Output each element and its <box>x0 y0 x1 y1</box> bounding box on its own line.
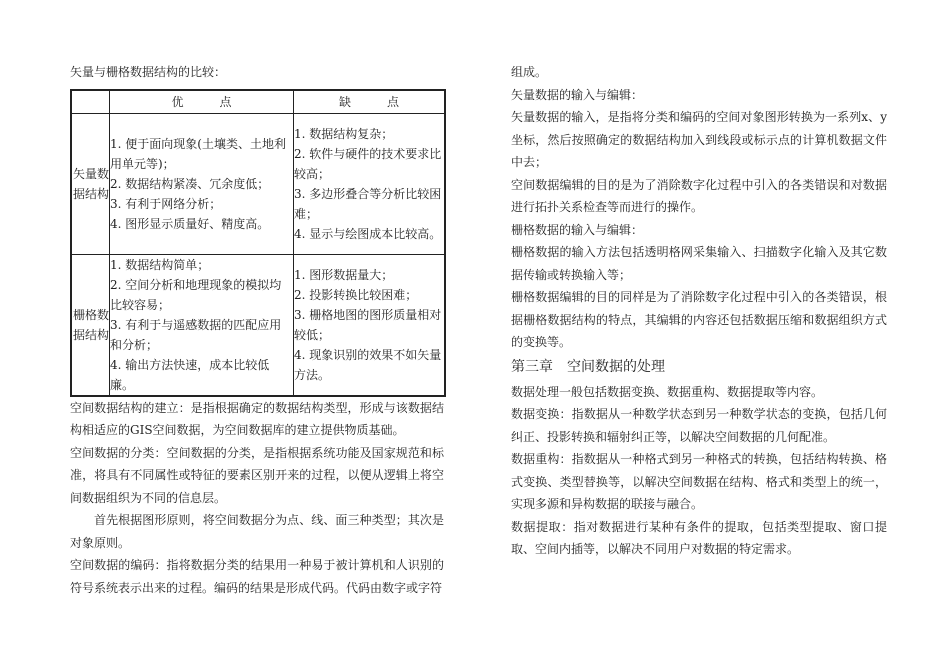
vector-con-2: 2. 软件与硬件的技术要求比较高； <box>294 146 442 181</box>
paragraph-classification-principle: 首先根据图形原则，将空间数据分为点、线、面三种类型；其次是对象原则。 <box>70 513 444 550</box>
row-label-vector: 矢量数据结构 <box>71 113 110 254</box>
table-row-vector <box>71 113 445 254</box>
vector-con-4: 4. 显示与绘图成本比较高。 <box>294 226 442 241</box>
table-corner-cell <box>71 90 110 114</box>
heading-raster-input: 栅格数据的输入与编辑： <box>511 222 644 237</box>
paragraph-vector-input: 矢量数据的输入，是指将分类和编码的空间对象图形转换为一系列x、y坐标，然后按照确定的数据结构加入到线段或标示点的计算机数据文件中去； <box>511 110 887 169</box>
paragraph-structure-building: 空间数据结构的建立：是指根据确定的数据结构类型，形成与该数据结构相适应的GIS空间数据，为空间数据库的建立提供物质基础。 <box>70 400 444 437</box>
paragraph-processing-overview: 数据处理一般包括数据变换、数据重构、数据提取等内容。 <box>511 384 824 399</box>
paragraph-data-encoding: 空间数据的编码：指将数据分类的结果用一种易于被计算机和人识别的符号系统表示出来的过程。编码的结果是形成代码。代码由数字或字符 <box>70 558 444 595</box>
raster-con-1: 1. 图形数据量大； <box>294 267 394 282</box>
vector-pro-3: 3. 有利于网络分析； <box>110 196 222 211</box>
table-caption: 矢量与栅格数据结构的比较： <box>70 65 227 79</box>
raster-con-2: 2. 投影转换比较困难； <box>294 287 418 302</box>
vector-pros-cell <box>110 113 294 254</box>
paragraph-continuation: 组成。 <box>511 65 548 79</box>
vector-pro-1: 1. 便于面向现象(土壤类、土地利用单元等)； <box>110 136 286 171</box>
table-header-row <box>71 90 445 114</box>
paragraph-data-classification: 空间数据的分类：空间数据的分类，是指根据系统功能及国家规范和标准，将具有不同属性或特征的要素区别开来的过程，以便从逻辑上将空间数据组织为不同的信息层。 <box>70 445 444 505</box>
vector-con-1: 1. 数据结构复杂； <box>294 126 394 141</box>
right-column <box>511 0 887 561</box>
paragraph-raster-edit: 栅格数据编辑的目的同样是为了消除数字化过程中引入的各类错误，根据栅格数据结构的特点，其编辑的内容还包括数据压缩和数据组织方式的变换等。 <box>511 290 887 349</box>
raster-cons-cell <box>294 254 446 396</box>
paragraph-vector-edit: 空间数据编辑的目的是为了消除数字化过程中引入的各类错误和对数据进行拓扑关系检查等而进行的操作。 <box>511 177 887 214</box>
vector-con-3: 3. 多边形叠合等分析比较困难； <box>294 186 442 221</box>
raster-pro-4: 4. 输出方法快速，成本比较低廉。 <box>110 357 270 392</box>
raster-pro-1: 1. 数据结构简单； <box>110 257 210 272</box>
raster-pro-3: 3. 有利于与遥感数据的匹配应用和分析； <box>110 317 282 352</box>
vector-cons-cell <box>294 113 446 254</box>
paragraph-data-extraction: 数据提取：指对数据进行某种有条件的提取，包括类型提取、窗口提取、空间内插等，以解决不同用户对数据的特定需求。 <box>511 519 887 556</box>
vector-pro-2: 2. 数据结构紧凑、冗余度低； <box>110 176 270 191</box>
raster-pros-cell <box>110 254 294 396</box>
raster-con-3: 3. 栅格地图的图形质量相对较低； <box>294 307 442 342</box>
chapter-heading: 第三章 空间数据的处理 <box>511 358 665 375</box>
raster-con-4: 4. 现象识别的效果不如矢量方法。 <box>294 347 442 382</box>
comparison-table <box>70 89 446 397</box>
paragraph-data-transform: 数据变换：指数据从一种数学状态到另一种数学状态的变换，包括几何纠正、投影转换和辐射纠正等，以解决空间数据的几何配准。 <box>511 407 887 444</box>
header-pros: 优 点 <box>110 90 294 114</box>
heading-vector-input: 矢量数据的输入与编辑： <box>511 87 644 102</box>
table-row-raster <box>71 254 445 396</box>
header-cons: 缺 点 <box>294 90 446 114</box>
left-column <box>70 0 444 599</box>
vector-pro-4: 4. 图形显示质量好、精度高。 <box>110 216 270 231</box>
paragraph-raster-input: 栅格数据的输入方法包括透明格网采集输入、扫描数字化输入及其它数据传输或转换输入等； <box>511 245 887 282</box>
row-label-raster: 栅格数据结构 <box>71 254 110 396</box>
raster-pro-2: 2. 空间分析和地理现象的模拟均比较容易； <box>110 277 282 312</box>
paragraph-data-restructure: 数据重构：指数据从一种格式到另一种格式的转换，包括结构转换、格式变换、类型替换等，以解决空间数据在结构、格式和类型上的统一，实现多源和异构数据的联接与融合。 <box>511 452 887 511</box>
